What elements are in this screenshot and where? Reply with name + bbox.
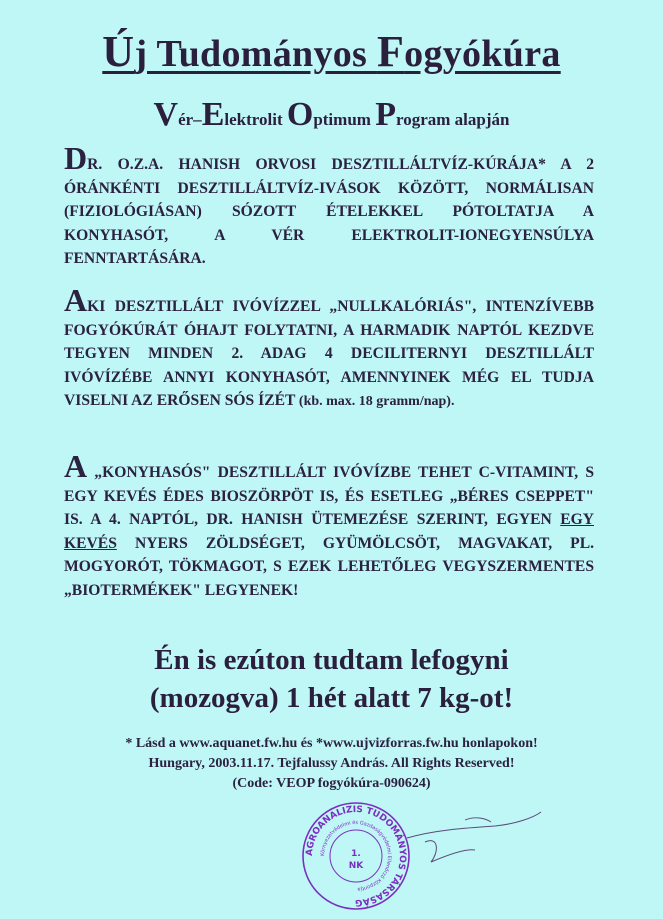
footer-line-1: * Lásd a www.aquanet.fw.hu és *www.ujvizforras.fw.hu honlapokon! [125, 736, 538, 751]
footer-line-3: (Code: VEOP fogyókúra-090624) [232, 776, 431, 791]
subtitle-e-rest: lektrolit [224, 110, 287, 129]
slogan-line-1: Én is ezúton tudtam lefogyni [154, 644, 509, 676]
paragraph-1-text: R. O.Z.A. HANISH ORVOSI DESZTILLÁLTVÍZ-KÚRÁJA* A 2 ÓRÁNKÉNTI DESZTILLÁLTVÍZ-IVÁSOK KÖZÖTT, NORMÁLISAN (FIZIOLÓGIÁSAN) SÓZOTT ÉTELEKKEL PÓTOLTATJA A KONYHASÓT, A VÉR ELEKTROLIT-IONEGYENSÚLYA FENNTARTÁSÁRA. [64, 156, 594, 267]
paragraph-3-underlined: EGY KEVÉS [64, 511, 594, 552]
subtitle-e: E [201, 96, 225, 133]
subtitle [0, 96, 663, 134]
title-rest2: ogyókúra [404, 33, 561, 75]
stamp-center-2: NK [348, 861, 364, 871]
paragraph-3-text-b: NYERS ZÖLDSÉGET, GYÜMÖLCSÖT, MAGVAKAT, PL. MOGYORÓT, TÖKMAGOT, S EZEK LEHETŐLEG VEGYSZERMENTES „BIOTERMÉKEK" LEGYENEK! [64, 534, 594, 599]
paragraph-2-text: KI DESZTILLÁLT IVÓVÍZZEL „NULLKALÓRIÁS", INTENZÍVEBB FOGYÓKÚRÁT ÓHAJT FOLYTATNI, A HARMADIK NAPTÓL KEZDVE TEGYEN MINDEN 2. ADAG 4 DECILITERNYI DESZTILLÁLT IVÓVÍZÉBE ANNYI KONYHASÓT, AMENNYINEK MÉG EL TUDJA VISELNI AZ ERŐSEN SÓS ÍZÉT [64, 298, 594, 409]
paragraph-2-note: (kb. max. 18 gramm/nap). [295, 394, 455, 409]
paragraph-3-text-a: „KONYHASÓS" DESZTILLÁLT IVÓVÍZBE TEHET C-VITAMINT, S EGY KEVÉS ÉDES BIOSZÖRPÖT IS, ÉS ESETLEG „BÉRES CSEPPET" IS. A 4. NAPTÓL, DR. HANISH ÜTEMEZÉSE SZERINT, EGYEN [64, 464, 594, 528]
dropcap-1: D [64, 140, 88, 176]
title-rest: j Tudományos [134, 33, 377, 75]
dropcap-2: A [64, 282, 88, 318]
title-cap2: F [376, 27, 405, 76]
subtitle-o: O [286, 96, 314, 133]
paragraph-1 [64, 140, 594, 271]
subtitle-v-rest: ér– [178, 110, 202, 129]
subtitle-p-rest: rogram alapján [395, 110, 510, 129]
subtitle-p: P [375, 96, 396, 133]
stamp-inner-text: Környezetvédelmi és Gazdaságvédelmi Ellenőrző Központja [319, 819, 393, 892]
title-cap: Ú [102, 27, 135, 76]
subtitle-o-rest: ptimum [313, 110, 376, 129]
stamp-center-1: 1. [351, 849, 361, 859]
dropcap-3: A [64, 448, 88, 484]
page-title [0, 26, 663, 77]
signature-icon [405, 808, 545, 868]
round-stamp-icon [300, 800, 412, 912]
subtitle-v: V [153, 96, 179, 133]
paragraph-2 [64, 282, 594, 414]
slogan-line-2: (mozogva) 1 hét alatt 7 kg-ot! [149, 682, 514, 714]
stamp-outer-text: AGROANALIZIS TUDOMÁNYOS TÁRSASÁG [304, 804, 408, 908]
footer-line-2: Hungary, 2003.11.17. Tejfalussy András. All Rights Reserved! [148, 756, 515, 771]
paragraph-3 [64, 448, 594, 602]
